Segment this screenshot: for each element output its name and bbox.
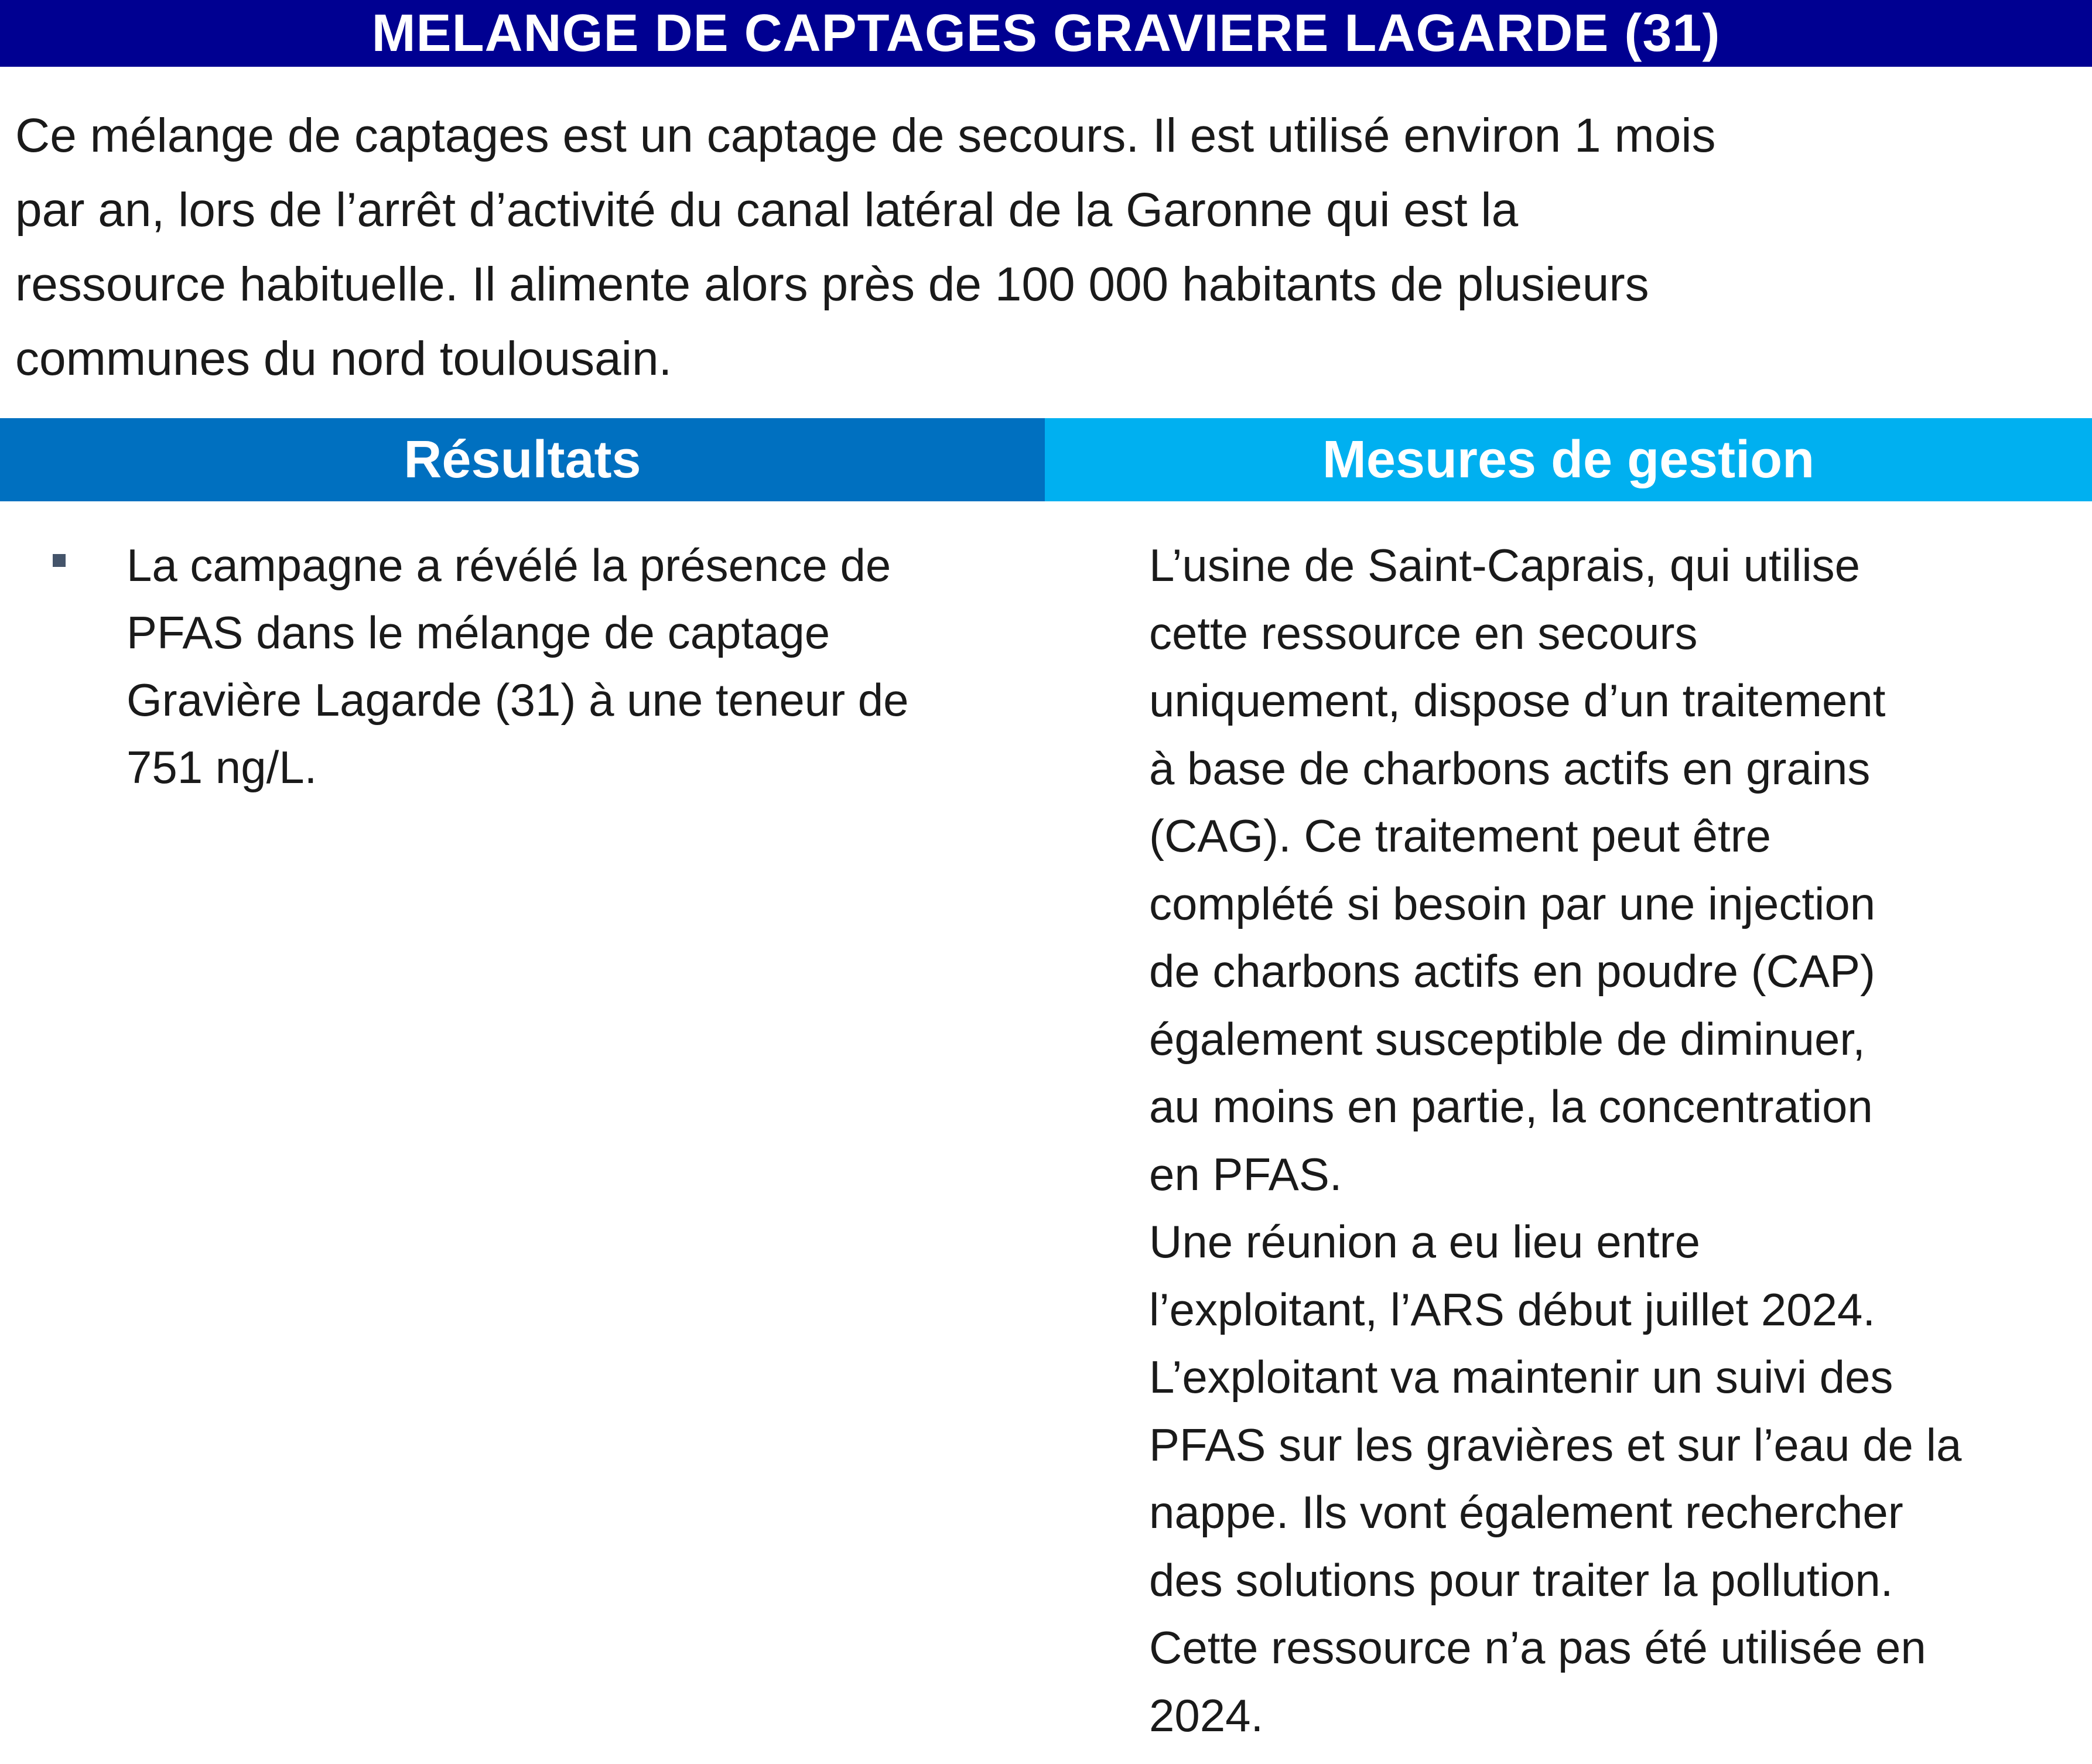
page-title: MELANGE DE CAPTAGES GRAVIERE LAGARDE (31): [371, 4, 1721, 63]
results-line: PFAS dans le mélange de captage: [127, 607, 830, 658]
title-bar: [0, 0, 2092, 67]
results-line: Gravière Lagarde (31) à une teneur de: [127, 674, 909, 726]
intro-line: Ce mélange de captages est un captage de secours. Il est utilisé environ 1 mois: [15, 109, 1716, 162]
intro-paragraph: [15, 98, 2077, 396]
measures-line: complété si besoin par une injection: [1149, 877, 1876, 929]
measures-line: des solutions pour traiter la pollution.: [1149, 1554, 1893, 1606]
measures-line: 2024.: [1149, 1689, 1264, 1741]
intro-line: communes du nord toulousain.: [15, 332, 672, 385]
results-header-label: Résultats: [404, 430, 641, 489]
results-header: [0, 418, 1045, 501]
measures-line: en PFAS.: [1149, 1148, 1342, 1200]
measures-line: cette ressource en secours: [1149, 607, 1698, 659]
measures-line: au moins en partie, la concentration: [1149, 1081, 1873, 1132]
measures-line: L’exploitant va maintenir un suivi des: [1149, 1351, 1893, 1403]
square-bullet-icon: [53, 554, 66, 567]
measures-line: l’exploitant, l’ARS début juillet 2024.: [1149, 1283, 1876, 1335]
intro-line: par an, lors de l’arrêt d’activité du canal latéral de la Garonne qui est la: [15, 183, 1519, 237]
measures-header: [1045, 418, 2092, 501]
results-bullet-text: [127, 532, 1040, 801]
measures-line: PFAS sur les gravières et sur l’eau de la: [1149, 1418, 1962, 1471]
measures-line: uniquement, dispose d’un traitement: [1149, 675, 1886, 726]
measures-line: Une réunion a eu lieu entre: [1149, 1216, 1700, 1267]
measures-line: de charbons actifs en poudre (CAP): [1149, 945, 1876, 997]
measures-line: nappe. Ils vont également rechercher: [1149, 1486, 1903, 1538]
measures-line: à base de charbons actifs en grains: [1149, 742, 1871, 794]
measures-line: L’usine de Saint-Caprais, qui utilise: [1149, 539, 1861, 591]
intro-line: ressource habituelle. Il alimente alors près de 100 000 habitants de plusieurs: [15, 258, 1649, 311]
measures-header-label: Mesures de gestion: [1322, 430, 1815, 489]
results-line: La campagne a révélé la présence de: [127, 539, 891, 591]
measures-line: (CAG). Ce traitement peut être: [1149, 810, 1772, 862]
measures-line: également susceptible de diminuer,: [1149, 1013, 1865, 1065]
results-line: 751 ng/L.: [127, 741, 317, 793]
measures-line: Cette ressource n’a pas été utilisée en: [1149, 1622, 1926, 1673]
measures-column: [1149, 532, 2080, 1749]
